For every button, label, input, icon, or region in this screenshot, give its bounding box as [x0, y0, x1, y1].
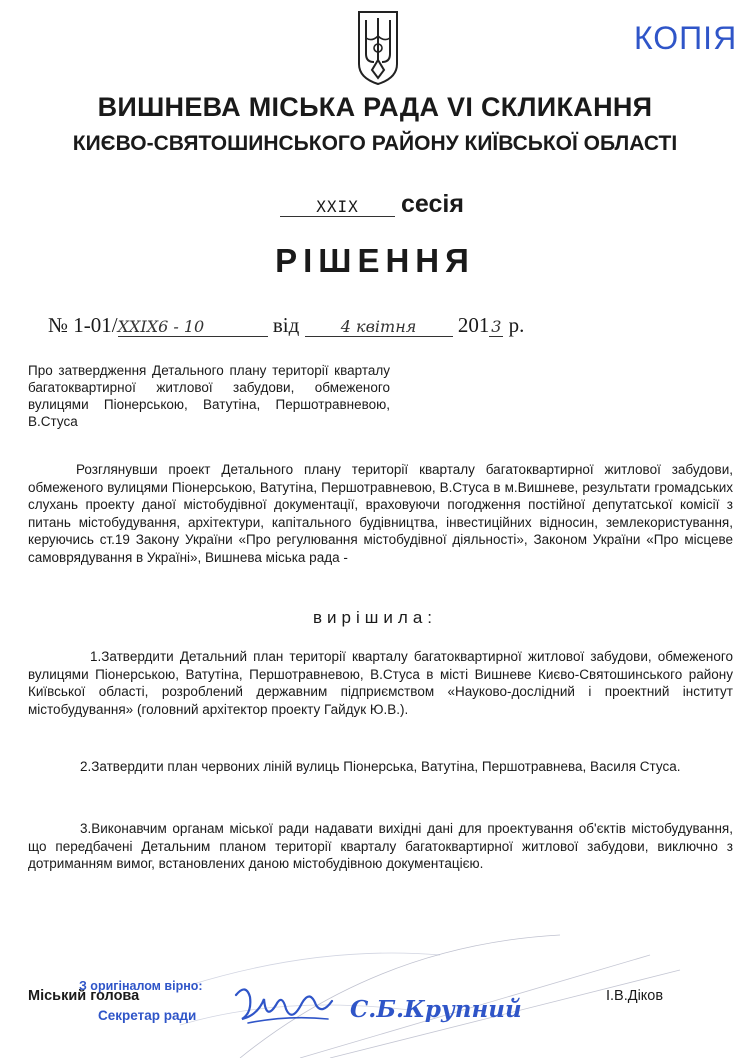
document-type-heading: РІШЕННЯ: [275, 242, 475, 279]
year-suffix: 3: [491, 317, 502, 336]
session-number: XXIX: [280, 197, 395, 217]
certified-copy-label: З оригіналом вірно:: [79, 979, 203, 993]
session-word: сесія: [401, 190, 464, 218]
preamble-paragraph: Розглянувши проект Детального плану території кварталу багатоквартирної житлової забудови, обмеженого вулицями Піонерською, Ватутіна, Першотравневою, В.Стуса в м.Вишневе, результати громадських слухань проекту даної містобудівної документації, враховуючи погодження постійної депутатської комісії з питань містобудування, архітектури, капітального будівництва, інвестиційних відносин, землекористування, керуючись ст.19 Закону України «Про регулювання містобудівної діяльності», Законом України «Про місцеве самоврядування в Україні», Вишнева міська рада -: [28, 462, 733, 565]
mayor-name: І.В.Діков: [606, 988, 664, 1004]
number-prefix: № 1-01/: [48, 313, 118, 337]
decision-date: 4 квітня: [305, 317, 453, 337]
coat-of-arms-trident-icon: [355, 8, 401, 86]
decision-number-line: [48, 313, 524, 338]
decision-item-3: 3.Виконавчим органам міської ради надавати вихідні дані для проектування об'єктів містобудування, що передбачені Детальним планом території кварталу багатоквартирної житлової забудови, виключно з дотриманням вимог, встановлених даною містобудівною документацією.: [28, 821, 733, 871]
secretary-title: Секретар ради: [98, 1008, 197, 1023]
year-prefix: 201: [457, 313, 490, 337]
decision-number: XXIX6 - 10: [118, 317, 268, 337]
council-title: ВИШНЕВА МІСЬКА РАДА VI СКЛИКАННЯ: [97, 92, 653, 122]
date-word: від: [272, 313, 300, 337]
year-abbr: р.: [508, 313, 525, 337]
mayor-title: Міський голова: [28, 988, 140, 1004]
session-line: [280, 190, 464, 219]
decided-heading: вирішила:: [313, 608, 437, 627]
decision-item-2: 2.Затвердити план червоних ліній вулиць Піонерська, Ватутіна, Першотравнева, Василя Стуса.: [80, 759, 681, 774]
secretary-name: С.Б.Крупний: [350, 996, 522, 1023]
copy-stamp: КОПІЯ: [634, 20, 738, 56]
decision-item-1: 1.Затвердити Детальний план території кварталу багатоквартирної житлової забудови, обмеженого вулицями Піонерською, Ватутіна, Першотравневою, В.Стуса в місті Вишневе Києво-Святошинського району Київської області, розроблений державним підприємством «Науково-дослідний і проектний інститут містобудування» (головний архітектор проекту Гайдук Ю.В.).: [28, 649, 733, 717]
council-subtitle: КИЄВО-СВЯТОШИНСЬКОГО РАЙОНУ КИЇВСЬКОЇ ОБЛАСТІ: [72, 132, 678, 155]
decision-subject: Про затвердження Детального плану території кварталу багатоквартирної житлової забудови, обмеженого вулицями Піонерською, Ватутіна, Першотравневою, В.Стуса: [28, 363, 390, 429]
handwritten-signature: [228, 975, 338, 1030]
